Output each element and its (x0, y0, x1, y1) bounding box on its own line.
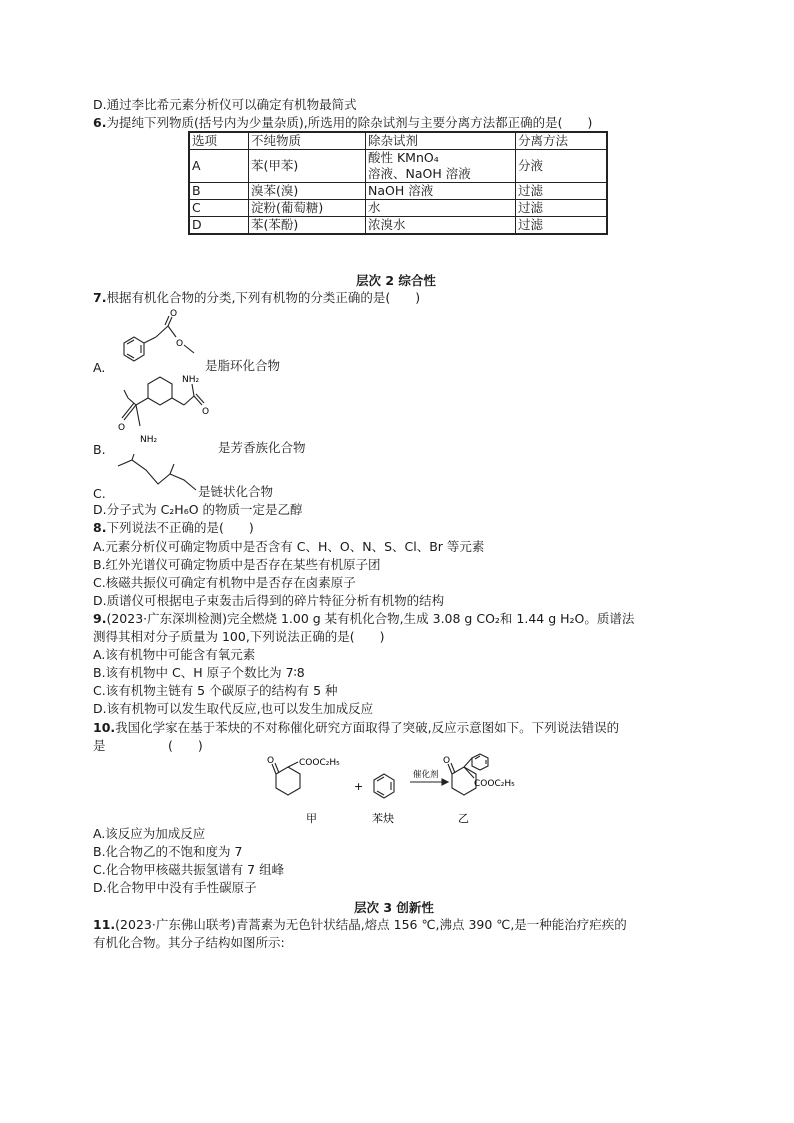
benzyne-label: 苯炔 (372, 812, 394, 825)
q10-stem-text: 我国化学家在基于苯炔的不对称催化研究方面取得了突破,反应示意图如下。下列说法错误的 (115, 720, 620, 735)
plus-sign: + (354, 780, 364, 793)
q8-option-a: A.元素分析仪可确定物质中是否含有 C、H、O、N、S、Cl、Br 等元素 (93, 539, 485, 554)
q6-stem (93, 115, 592, 131)
reaction-scheme (262, 752, 532, 827)
q7-stem-text: 根据有机化合物的分类,下列有机物的分类正确的是( ) (106, 290, 421, 305)
q10-option-b: B.化合物乙的不饱和度为 7 (93, 844, 243, 859)
oxygen-label: O (202, 407, 210, 417)
table-cell: 分液 (516, 150, 608, 183)
table-header-cell: 分离方法 (516, 132, 608, 150)
q6-stem-text: 为提纯下列物质(括号内为少量杂质),所选用的除杂试剂与主要分离方法都正确的是( ) (106, 115, 593, 130)
q10-option-d: D.化合物甲中没有手性碳原子 (93, 880, 257, 895)
table-cell: 溴苯(溴) (249, 183, 366, 200)
oxygen-label: O (118, 423, 126, 433)
q6-table (188, 131, 608, 235)
q7-option-a-text: 是脂环化合物 (205, 358, 281, 373)
table-cell: D (189, 217, 249, 235)
amine-label: NH₂ (182, 375, 200, 385)
table-cell: 苯(甲苯) (249, 150, 366, 183)
table-cell: 淀粉(葡萄糖) (249, 200, 366, 217)
q9-stem (93, 611, 634, 627)
table-row (189, 150, 607, 183)
q8-number: 8. (93, 520, 107, 535)
table-header-row (189, 132, 607, 150)
q10-stem (93, 720, 619, 736)
table-cell (366, 150, 516, 183)
table-cell: A (189, 150, 249, 183)
q8-option-d: D.质谱仪可根据电子束轰击后得到的碎片特征分析有机物的结构 (93, 593, 445, 608)
ester-label: COOC₂H₅ (299, 758, 340, 768)
table-cell: 苯(苯酚) (249, 217, 366, 235)
q8-stem-text: 下列说法不正确的是( ) (106, 520, 254, 535)
q7-option-c-label: C. (93, 486, 106, 501)
q9-number: 9. (93, 611, 107, 626)
q10-stem-line2: 是 ( ) (93, 738, 203, 753)
q10-number: 10. (93, 720, 116, 735)
table-cell: NaOH 溶液 (366, 183, 516, 200)
q11-stem-text: (2023·广东佛山联考)青蒿素为无色针状结晶,熔点 156 ℃,沸点 390 ℃,是一种能治疗疟疾的 (115, 917, 627, 932)
molecule-a (110, 305, 210, 375)
q9-option-a: A.该有机物中可能含有氧元素 (93, 647, 256, 662)
table-cell: 水 (366, 200, 516, 217)
reagent-line: 酸性 KMnO₄ (368, 150, 439, 165)
cyclohexane-ring (148, 377, 172, 405)
q11-number: 11. (93, 917, 116, 932)
q8-option-c: C.核磁共振仪可确定有机物中是否存在卤素原子 (93, 575, 356, 590)
q5-option-d: D.通过李比希元素分析仪可以确定有机物最简式 (93, 97, 357, 112)
table-cell: 浓溴水 (366, 217, 516, 235)
q6-number: 6. (93, 115, 107, 130)
q11-stem (93, 917, 627, 933)
table-header-cell: 除杂试剂 (366, 132, 516, 150)
q10-option-c: C.化合物甲核磁共振氢谱有 7 组峰 (93, 862, 285, 877)
table-cell: C (189, 200, 249, 217)
table-cell: 过滤 (516, 200, 608, 217)
molecule-c (110, 452, 200, 497)
q7-number: 7. (93, 290, 107, 305)
q11-stem-line2: 有机化合物。其分子结构如图所示: (93, 935, 285, 950)
ester-label: COOC₂H₅ (474, 779, 515, 789)
q9-stem-line2: 测得其相对分子质量为 100,下列说法正确的是( ) (93, 629, 385, 644)
q7-option-c-text: 是链状化合物 (198, 484, 274, 499)
q9-option-b: B.该有机物中 C、H 原子个数比为 7∶8 (93, 665, 305, 680)
table-header-cell: 不纯物质 (249, 132, 366, 150)
q9-option-d: D.该有机物可以发生取代反应,也可以发生加成反应 (93, 701, 374, 716)
compound-yi-label: 乙 (458, 812, 469, 825)
table-row (189, 200, 607, 217)
oxygen-label: O (443, 756, 451, 766)
table-cell: 过滤 (516, 183, 608, 200)
catalyst-label: 催化剂 (413, 770, 439, 780)
q7-option-d: D.分子式为 C₂H₆O 的物质一定是乙醇 (93, 502, 303, 517)
q7-option-b-label: B. (93, 442, 106, 457)
oxygen-label: O (267, 756, 275, 766)
section-heading-level3: 层次 3 创新性 (354, 900, 434, 915)
table-cell: 过滤 (516, 217, 608, 235)
table-row (189, 183, 607, 200)
q8-stem (93, 520, 254, 536)
q10-option-a: A.该反应为加成反应 (93, 826, 206, 841)
table-row (189, 217, 607, 235)
table-header-cell: 选项 (189, 132, 249, 150)
q7-option-a-label: A. (93, 360, 106, 375)
section-heading-level2: 层次 2 综合性 (356, 273, 436, 288)
table-cell: B (189, 183, 249, 200)
oxygen-label: O (170, 309, 178, 319)
amine-label: NH₂ (140, 435, 158, 445)
cyclohexanone-ring (276, 767, 300, 795)
q7-option-b-text: 是芳香族化合物 (218, 440, 306, 455)
product-ring (452, 767, 476, 795)
q9-stem-text: (2023·广东深圳检测)完全燃烧 1.00 g 某有机化合物,生成 3.08 g CO₂和 1.44 g H₂O。质谱法 (106, 611, 635, 626)
q7-stem (93, 290, 420, 306)
compound-jia-label: 甲 (306, 812, 317, 825)
q8-option-b: B.红外光谱仪可确定物质中是否存在某些有机原子团 (93, 557, 381, 572)
reagent-line: 溶液、NaOH 溶液 (368, 166, 471, 181)
oxygen-label: O (176, 339, 184, 349)
q9-option-c: C.该有机物主链有 5 个碳原子的结构有 5 种 (93, 683, 338, 698)
molecule-b (110, 370, 230, 455)
